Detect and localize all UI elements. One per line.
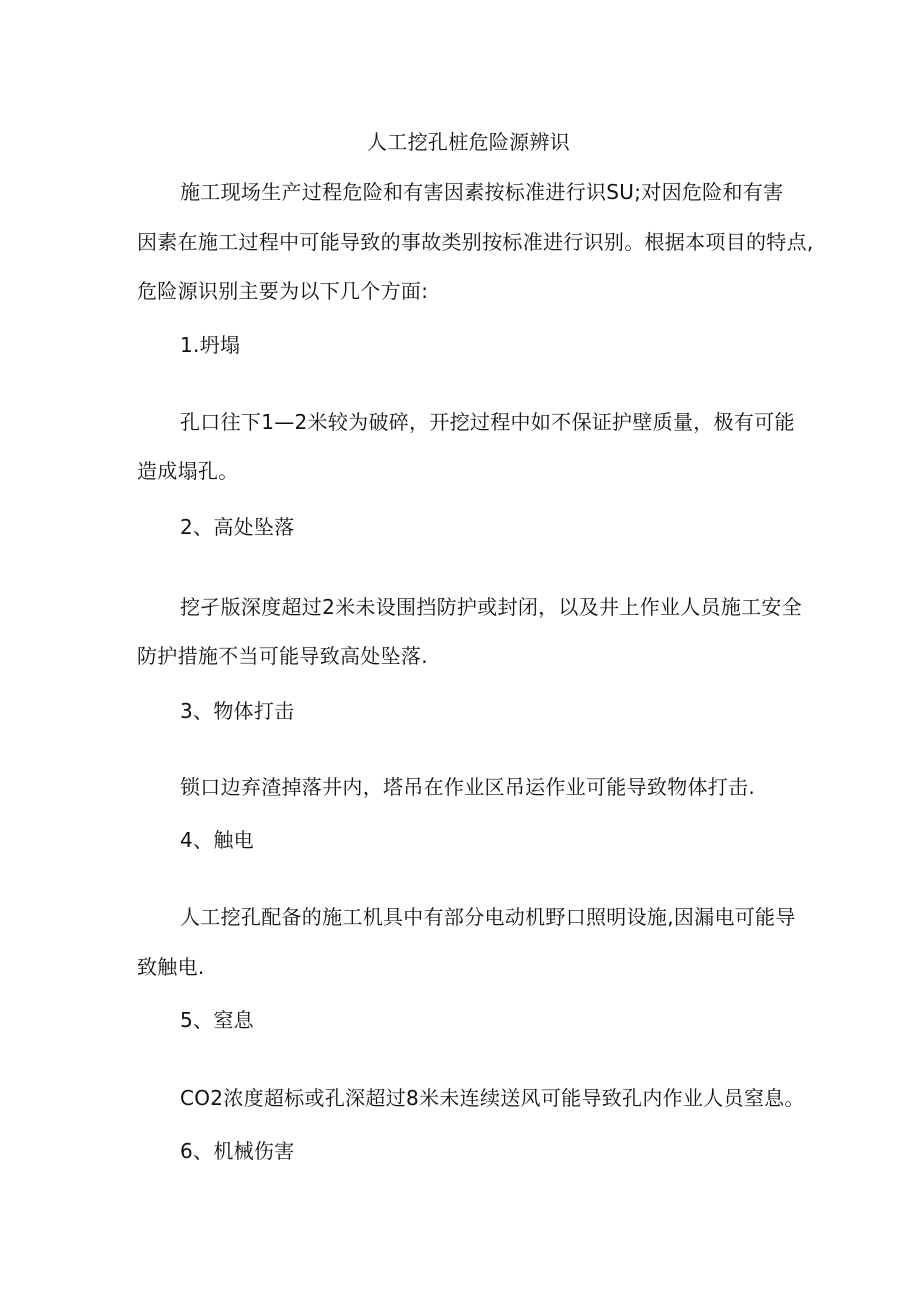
section-heading-suffocation: 5、窒息	[180, 1008, 254, 1032]
section-body-electric-shock-line-2: 致触电.	[137, 955, 205, 979]
section-heading-object-strike: 3、物体打击	[180, 699, 295, 723]
section-body-collapse-line-1: 孔口往下1—2米较为破碎，开挖过程中如不保证护壁质量，极有可能	[180, 410, 795, 434]
intro-paragraph-line-3: 危险源识别主要为以下几个方面:	[137, 279, 429, 303]
section-heading-electric-shock: 4、触电	[180, 828, 254, 852]
section-heading-fall: 2、高处坠落	[180, 515, 295, 539]
section-body-fall-line-1: 挖孑版深度超过2米未设围挡防护或封闭，以及井上作业人员施工安全	[180, 595, 803, 619]
section-body-suffocation-line-1: CO2浓度超标或孔深超过8米未连续送风可能导致孔内作业人员窒息。	[180, 1086, 805, 1110]
section-body-electric-shock-line-1: 人工挖孔配备的施工机具中有部分电动机野口照明设施,因漏电可能导	[180, 905, 796, 929]
document-title: 人工挖孔桩危险源辨识	[367, 130, 570, 154]
intro-paragraph-line-2: 因素在施工过程中可能导致的事故类别按标准进行识别。根据本项目的特点,	[137, 230, 814, 254]
intro-paragraph-line-1: 施工现场生产过程危险和有害因素按标准进行识SU;对因危险和有害	[180, 180, 784, 204]
section-body-object-strike-line-1: 锁口边弃渣掉落井内，塔吊在作业区吊运作业可能导致物体打击.	[180, 775, 756, 799]
section-body-collapse-line-2: 造成塌孔。	[137, 459, 239, 483]
section-heading-collapse: 1.坍塌	[180, 333, 241, 357]
section-heading-mechanical-injury: 6、机械伤害	[180, 1139, 295, 1163]
section-body-fall-line-2: 防护措施不当可能导致高处坠落.	[137, 644, 428, 668]
